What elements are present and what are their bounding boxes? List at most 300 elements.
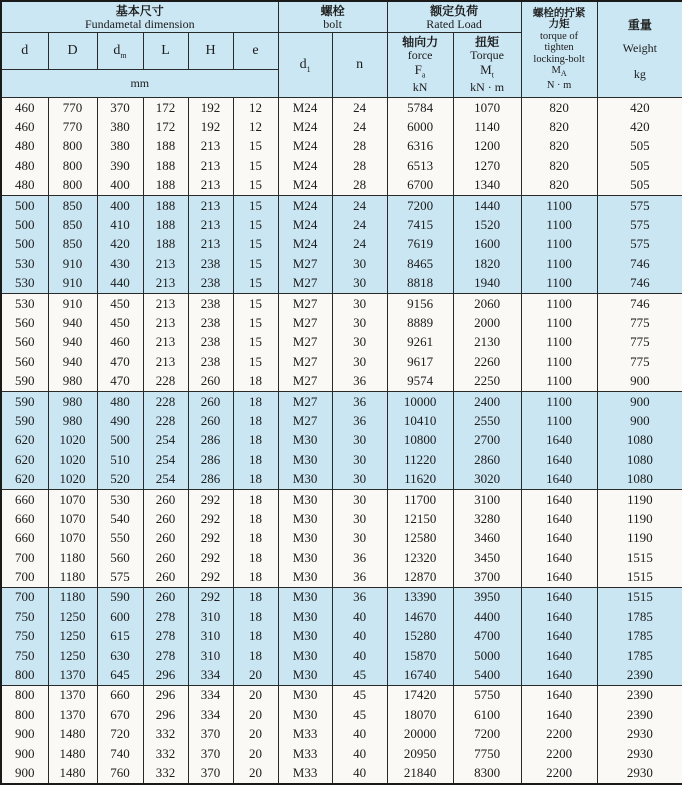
cell-d: 700 [1,548,48,567]
cell-e: 15 [233,293,278,313]
cell-n: 40 [332,627,387,646]
cell-dm: 430 [97,254,143,273]
cell-e: 12 [233,117,278,136]
cell-D: 1480 [48,725,97,744]
cell-d1: M30 [278,450,332,469]
cell-Mt: 2400 [453,391,521,411]
cell-d: 460 [1,117,48,136]
cell-D: 910 [48,274,97,294]
table-row [1,156,682,175]
cell-D: 1370 [48,665,97,685]
cell-weight: 2930 [597,763,682,784]
cell-dm: 400 [97,176,143,196]
cell-d: 590 [1,391,48,411]
cell-H: 260 [188,391,233,411]
cell-L: 260 [143,548,188,567]
cell-Fa: 11700 [387,489,453,509]
cell-weight: 1190 [597,489,682,509]
cell-d: 800 [1,665,48,685]
cell-n: 40 [332,744,387,763]
cell-L: 188 [143,156,188,175]
cell-dm: 520 [97,469,143,489]
table-body [1,98,682,785]
cell-MA: 1100 [521,215,597,234]
cell-n: 30 [332,352,387,371]
cell-Fa: 8818 [387,274,453,294]
cell-Fa: 15280 [387,627,453,646]
cell-e: 18 [233,548,278,567]
cell-d: 590 [1,411,48,430]
locking-en-line1: torque of [539,30,579,42]
cell-D: 1070 [48,529,97,548]
cell-e: 20 [233,665,278,685]
torque-en: Torque [470,48,504,63]
cell-dm: 740 [97,744,143,763]
cell-d1: M30 [278,431,332,450]
cell-d1: M24 [278,137,332,156]
cell-Mt: 1600 [453,235,521,254]
weight-en: Weight [622,40,657,55]
cell-dm: 615 [97,627,143,646]
cell-d1: M30 [278,685,332,705]
cell-d1: M30 [278,567,332,587]
cell-weight: 900 [597,391,682,411]
cell-Fa: 14670 [387,607,453,626]
col-head-L: L [143,33,188,70]
torque-zh: 扭矩 [475,35,500,50]
cell-L: 188 [143,195,188,215]
cell-e: 18 [233,587,278,607]
cell-L: 260 [143,567,188,587]
cell-d: 700 [1,587,48,607]
cell-Fa: 6000 [387,117,453,136]
cell-MA: 1100 [521,391,597,411]
cell-weight: 575 [597,195,682,215]
fundamental-title-en: Fundametal dimension [84,16,195,31]
cell-H: 334 [188,665,233,685]
cell-d: 530 [1,293,48,313]
cell-e: 20 [233,725,278,744]
cell-weight: 746 [597,274,682,294]
cell-dm: 490 [97,411,143,430]
cell-dm: 380 [97,137,143,156]
cell-Mt: 1140 [453,117,521,136]
cell-D: 800 [48,137,97,156]
cell-dm: 560 [97,548,143,567]
cell-D: 1180 [48,567,97,587]
cell-Fa: 7619 [387,235,453,254]
cell-dm: 540 [97,509,143,528]
cell-d1: M30 [278,705,332,724]
cell-Fa: 6700 [387,176,453,196]
cell-Fa: 7415 [387,215,453,234]
cell-dm: 450 [97,293,143,313]
cell-H: 334 [188,685,233,705]
cell-D: 1480 [48,763,97,784]
cell-D: 1020 [48,469,97,489]
cell-dm: 380 [97,117,143,136]
cell-Fa: 8889 [387,313,453,332]
cell-MA: 1640 [521,509,597,528]
cell-H: 238 [188,274,233,294]
cell-dm: 510 [97,450,143,469]
cell-H: 370 [188,744,233,763]
cell-Fa: 20000 [387,725,453,744]
cell-n: 28 [332,176,387,196]
cell-Mt: 3950 [453,587,521,607]
cell-weight: 900 [597,371,682,391]
table-row [1,567,682,587]
cell-D: 940 [48,313,97,332]
cell-Fa: 21840 [387,763,453,784]
cell-n: 30 [332,333,387,352]
cell-MA: 1640 [521,489,597,509]
cell-Fa: 7200 [387,195,453,215]
cell-n: 24 [332,195,387,215]
cell-n: 30 [332,254,387,273]
cell-Fa: 15870 [387,646,453,665]
cell-MA: 1100 [521,195,597,215]
cell-MA: 2200 [521,763,597,784]
cell-e: 12 [233,98,278,118]
locking-zh-line1: 螺栓的拧紧 [532,7,586,19]
cell-Mt: 5000 [453,646,521,665]
cell-d1: M27 [278,411,332,430]
cell-D: 1370 [48,705,97,724]
cell-weight: 1080 [597,431,682,450]
cell-d: 480 [1,137,48,156]
cell-d1: M27 [278,274,332,294]
cell-dm: 575 [97,567,143,587]
cell-n: 45 [332,685,387,705]
cell-weight: 2390 [597,665,682,685]
cell-n: 24 [332,117,387,136]
cell-L: 278 [143,646,188,665]
cell-e: 18 [233,371,278,391]
cell-MA: 1640 [521,685,597,705]
cell-e: 15 [233,235,278,254]
cell-Mt: 3700 [453,567,521,587]
cell-d1: M27 [278,352,332,371]
cell-d1: M30 [278,627,332,646]
cell-dm: 600 [97,607,143,626]
cell-n: 28 [332,156,387,175]
cell-L: 213 [143,274,188,294]
cell-MA: 1100 [521,371,597,391]
cell-dm: 390 [97,156,143,175]
cell-H: 213 [188,215,233,234]
cell-L: 296 [143,685,188,705]
torque-symbol: $M_t$ [480,62,494,80]
table-row [1,117,682,136]
table-row [1,293,682,313]
col-head-dm: $d_m$ [97,33,143,70]
cell-dm: 670 [97,705,143,724]
cell-d: 530 [1,254,48,273]
cell-MA: 820 [521,117,597,136]
cell-weight: 775 [597,352,682,371]
cell-n: 40 [332,725,387,744]
cell-Mt: 1200 [453,137,521,156]
cell-MA: 1640 [521,705,597,724]
table-row [1,529,682,548]
cell-MA: 1640 [521,607,597,626]
cell-D: 770 [48,98,97,118]
cell-d1: M24 [278,235,332,254]
cell-weight: 1515 [597,548,682,567]
cell-MA: 1100 [521,274,597,294]
cell-H: 310 [188,646,233,665]
cell-e: 18 [233,489,278,509]
cell-Mt: 1820 [453,254,521,273]
cell-d: 500 [1,195,48,215]
cell-n: 30 [332,489,387,509]
cell-Mt: 5750 [453,685,521,705]
table-row [1,411,682,430]
table-row [1,215,682,234]
table-row [1,685,682,705]
table-row [1,450,682,469]
cell-MA: 1640 [521,665,597,685]
cell-dm: 760 [97,763,143,784]
cell-Mt: 3450 [453,548,521,567]
cell-Fa: 20950 [387,744,453,763]
cell-D: 1020 [48,450,97,469]
cell-d: 900 [1,763,48,784]
cell-D: 800 [48,156,97,175]
cell-dm: 420 [97,235,143,254]
cell-d1: M30 [278,529,332,548]
cell-MA: 1640 [521,646,597,665]
cell-MA: 1640 [521,627,597,646]
cell-e: 20 [233,705,278,724]
cell-d: 590 [1,371,48,391]
cell-L: 228 [143,411,188,430]
cell-n: 30 [332,274,387,294]
cell-MA: 820 [521,137,597,156]
cell-D: 1370 [48,685,97,705]
cell-D: 800 [48,176,97,196]
bolt-title-en: bolt [323,16,342,31]
cell-n: 45 [332,705,387,724]
cell-d: 500 [1,235,48,254]
cell-Mt: 2550 [453,411,521,430]
cell-d1: M30 [278,489,332,509]
cell-L: 188 [143,176,188,196]
cell-weight: 900 [597,411,682,430]
cell-H: 238 [188,313,233,332]
cell-H: 370 [188,763,233,784]
cell-d1: M24 [278,117,332,136]
cell-L: 213 [143,333,188,352]
cell-Mt: 7200 [453,725,521,744]
cell-dm: 470 [97,352,143,371]
col-head-n: n [332,33,387,98]
cell-H: 292 [188,548,233,567]
cell-weight: 2390 [597,685,682,705]
table-row [1,469,682,489]
cell-n: 30 [332,313,387,332]
cell-e: 18 [233,567,278,587]
cell-weight: 1080 [597,450,682,469]
cell-weight: 1785 [597,607,682,626]
cell-e: 20 [233,763,278,784]
cell-MA: 1640 [521,567,597,587]
cell-L: 278 [143,627,188,646]
cell-L: 172 [143,98,188,118]
cell-Mt: 1940 [453,274,521,294]
cell-d: 460 [1,98,48,118]
cell-e: 15 [233,156,278,175]
table-row [1,371,682,391]
cell-weight: 575 [597,215,682,234]
table-row [1,313,682,332]
cell-d1: M33 [278,763,332,784]
cell-Fa: 9617 [387,352,453,371]
cell-d: 620 [1,469,48,489]
cell-n: 24 [332,215,387,234]
cell-L: 213 [143,313,188,332]
cell-D: 980 [48,411,97,430]
cell-D: 850 [48,235,97,254]
cell-Fa: 6513 [387,156,453,175]
cell-H: 286 [188,469,233,489]
cell-MA: 1100 [521,411,597,430]
cell-n: 36 [332,548,387,567]
cell-D: 910 [48,293,97,313]
cell-weight: 420 [597,117,682,136]
table-row [1,725,682,744]
cell-d1: M30 [278,607,332,626]
cell-MA: 1640 [521,431,597,450]
cell-d: 660 [1,489,48,509]
force-zh: 轴向力 [402,35,439,50]
cell-weight: 2930 [597,744,682,763]
cell-MA: 1640 [521,529,597,548]
cell-d1: M30 [278,587,332,607]
cell-Mt: 2250 [453,371,521,391]
col-head-axial-force [387,33,453,98]
cell-D: 1070 [48,509,97,528]
cell-H: 310 [188,627,233,646]
cell-dm: 470 [97,371,143,391]
cell-weight: 2930 [597,725,682,744]
cell-H: 260 [188,371,233,391]
cell-L: 260 [143,509,188,528]
table-row [1,137,682,156]
col-head-H: H [188,33,233,70]
cell-e: 15 [233,352,278,371]
cell-d: 480 [1,176,48,196]
cell-L: 188 [143,235,188,254]
cell-dm: 645 [97,665,143,685]
cell-d: 560 [1,313,48,332]
cell-D: 1480 [48,744,97,763]
force-unit: kN [412,79,428,94]
cell-MA: 1100 [521,333,597,352]
cell-Mt: 5400 [453,665,521,685]
cell-dm: 590 [97,587,143,607]
cell-n: 36 [332,411,387,430]
cell-d1: M30 [278,548,332,567]
cell-n: 30 [332,529,387,548]
weight-zh: 重量 [627,17,652,32]
cell-H: 213 [188,156,233,175]
cell-D: 1020 [48,431,97,450]
cell-n: 45 [332,665,387,685]
cell-Mt: 1520 [453,215,521,234]
cell-Fa: 12150 [387,509,453,528]
cell-dm: 450 [97,313,143,332]
cell-Fa: 6316 [387,137,453,156]
cell-D: 1070 [48,489,97,509]
cell-Fa: 12320 [387,548,453,567]
table-row [1,254,682,273]
cell-d: 750 [1,627,48,646]
force-symbol: $F_a$ [414,62,426,80]
cell-e: 15 [233,254,278,273]
cell-Mt: 6100 [453,705,521,724]
cell-n: 24 [332,235,387,254]
table-row [1,235,682,254]
cell-Fa: 9156 [387,293,453,313]
cell-weight: 1080 [597,469,682,489]
cell-weight: 1190 [597,509,682,528]
cell-d1: M27 [278,371,332,391]
cell-Mt: 3280 [453,509,521,528]
table-row [1,705,682,724]
cell-n: 40 [332,763,387,784]
cell-d1: M27 [278,333,332,352]
cell-d: 620 [1,450,48,469]
cell-Fa: 16740 [387,665,453,685]
cell-n: 36 [332,391,387,411]
cell-n: 36 [332,371,387,391]
cell-d: 700 [1,567,48,587]
locking-symbol: $M_A$ [551,65,567,79]
cell-H: 192 [188,98,233,118]
cell-Mt: 1270 [453,156,521,175]
cell-H: 213 [188,137,233,156]
cell-MA: 820 [521,176,597,196]
cell-L: 188 [143,215,188,234]
cell-d1: M27 [278,254,332,273]
cell-e: 20 [233,685,278,705]
cell-dm: 400 [97,195,143,215]
cell-Mt: 2060 [453,293,521,313]
cell-dm: 460 [97,333,143,352]
cell-weight: 775 [597,333,682,352]
cell-H: 213 [188,195,233,215]
cell-weight: 2390 [597,705,682,724]
cell-e: 18 [233,450,278,469]
cell-L: 188 [143,137,188,156]
cell-n: 28 [332,137,387,156]
cell-dm: 530 [97,489,143,509]
cell-e: 15 [233,274,278,294]
cell-e: 15 [233,176,278,196]
cell-Mt: 3460 [453,529,521,548]
cell-e: 18 [233,607,278,626]
header-rated-load [387,1,521,33]
cell-MA: 1100 [521,352,597,371]
cell-L: 332 [143,744,188,763]
cell-H: 310 [188,607,233,626]
cell-D: 940 [48,333,97,352]
table-row [1,763,682,784]
cell-H: 238 [188,352,233,371]
cell-n: 30 [332,450,387,469]
